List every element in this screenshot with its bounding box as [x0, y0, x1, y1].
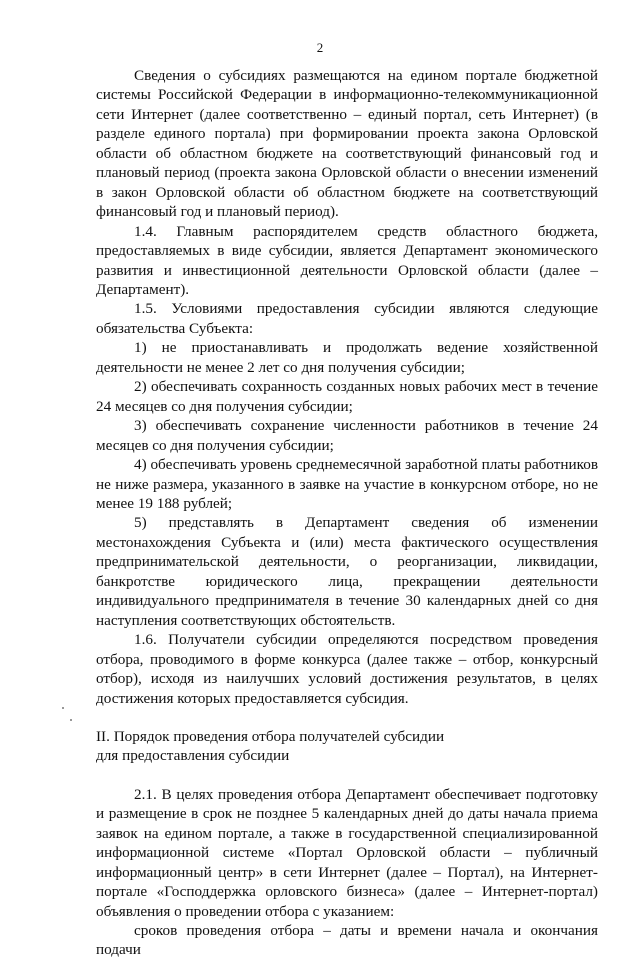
list-item-1: 1) не приостанавливать и продолжать ведение хозяйственной деятельности не менее 2 лет со дня получения субсидии; — [96, 339, 598, 376]
paragraph-deadlines: сроков проведения отбора – даты и времени начала и окончания подачи — [96, 922, 598, 959]
list-item-4: 4) обеспечивать уровень среднемесячной заработной платы работников не ниже размера, указанного в заявке на участие в конкурсном отборе, но не менее 19 188 рублей; — [96, 456, 598, 512]
page-number: 2 — [316, 40, 324, 55]
paragraph-1-6: 1.6. Получатели субсидии определяются посредством проведения отбора, проводимого в форме конкурса (далее также – отбор, конкурсный отбор), исходя из наилучших условий достижения результатов, в целях достижения которых предоставляется субсидия. — [96, 631, 598, 707]
list-item-5: 5) представлять в Департамент сведения об изменении местонахождения Субъекта и (или) места фактического осуществления предпринимательской деятельности, о реорганизации, ликвидации, банкротстве юридического лица, прекращении деятельности индивидуального предпринимателя в течение 30 календарных дней со дня наступления соответствующих обстоятельств. — [96, 514, 598, 629]
document-body — [96, 66, 598, 960]
section-heading-line-2: для предоставления субсидии — [96, 747, 290, 765]
list-item-2: 2) обеспечивать сохранность созданных новых рабочих мест в течение 24 месяцев со дня получения субсидии; — [96, 378, 598, 415]
paragraph-portal-info: Сведения о субсидиях размещаются на едином портале бюджетной системы Российской Федерации в информационно-телекоммуникационной сети Интернет (далее соответственно – единый портал, сеть Интернет) (в разделе единого портала) при формировании проекта закона Орловской области об областном бюджете на соответствующий финансовый год и плановый период (проекта закона Орловской области о внесении изменений в закон Орловской области об областном бюджете на соответствующий финансовый год и плановый период). — [96, 67, 598, 221]
scan-speck — [70, 719, 72, 721]
paragraph-2-1: 2.1. В целях проведения отбора Департамент обеспечивает подготовку и размещение в срок не позднее 5 календарных дней до даты начала приема заявок на едином портале, а также в государственной специализированной информационной системе «Портал Орловской области – публичный информационный центр» в сети Интернет (далее – Портал), на Интернет-портале «Господдержка орловского бизнеса» (далее – Интернет-портал) объявления о проведении отбора с указанием: — [96, 785, 598, 920]
list-item-3: 3) обеспечивать сохранение численности работников в течение 24 месяцев со дня получения субсидии; — [96, 417, 598, 454]
paragraph-1-5: 1.5. Условиями предоставления субсидии являются следующие обязательства Субъекта: — [96, 300, 598, 337]
section-heading — [96, 727, 598, 766]
section-heading-line-1: II. Порядок проведения отбора получателей субсидии — [96, 727, 445, 745]
scan-speck — [62, 707, 64, 709]
paragraph-1-4: 1.4. Главным распорядителем средств областного бюджета, предоставляемых в виде субсидии, является Департамент экономического развития и инвестиционной деятельности Орловской области (далее – Департамент). — [96, 222, 598, 298]
